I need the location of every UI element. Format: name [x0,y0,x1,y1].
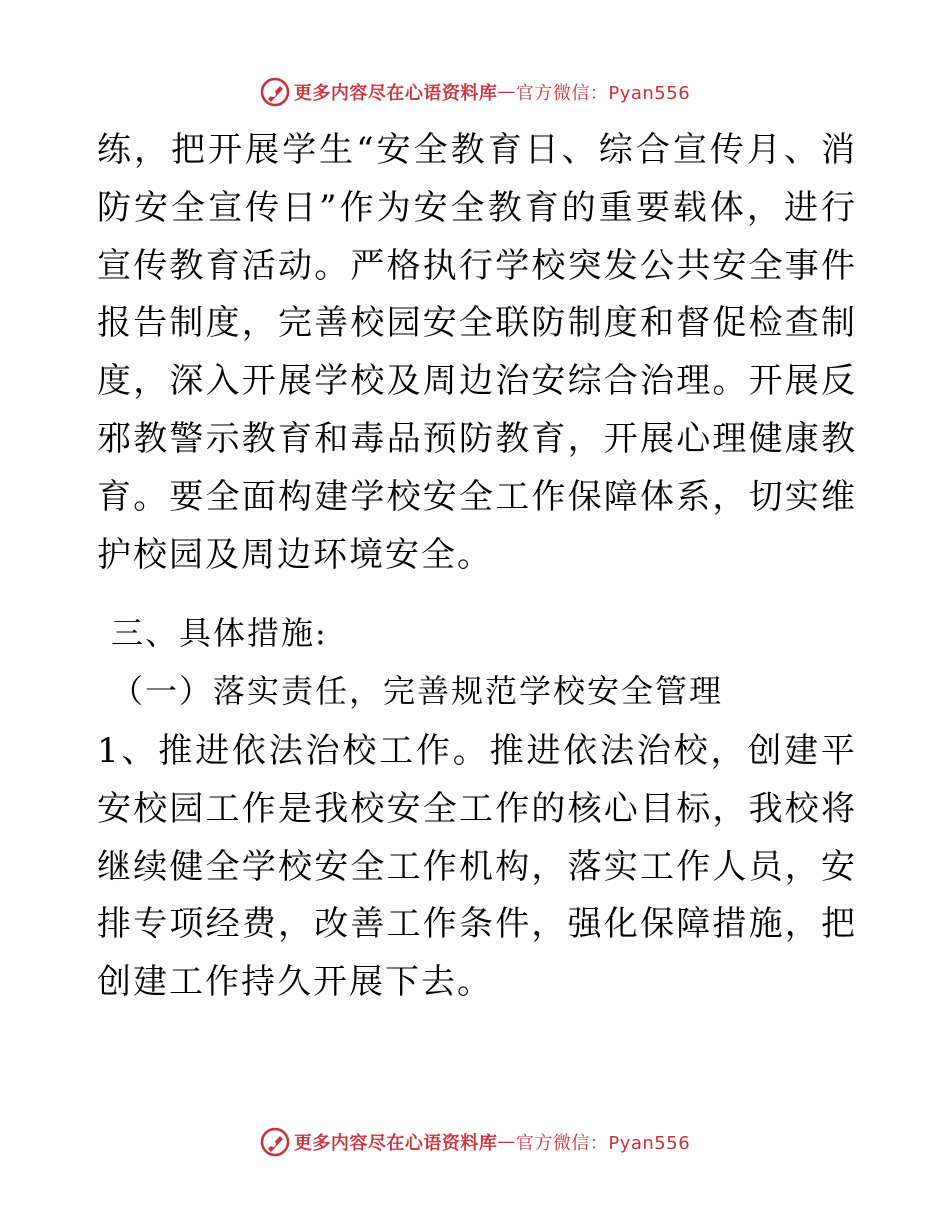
subsection-heading: （一）落实责任，完善规范学校安全管理 [111,672,724,711]
watermark-main-text: 更多内容尽在心语资料库 [293,1133,498,1154]
paragraph-continued: 练，把开展学生“安全教育日、综合宣传月、消防安全宣传日”作为安全教育的重要载体，进行宣传教育活动。严格执行学校突发公共安全事件报告制度，完善校园安全联防制度和督促检查制度，深入开展学校及周边治安综合治理。开展反邪教警示教育和毒品预防教育，开展心理健康教育。要全面构建学校安全工作保障体系，切实维护校园及周边环境安全。 [97,130,857,575]
watermark-wechat-text: 官方微信：Pyan556 [515,1133,691,1154]
paragraph-item-1: 1、推进依法治校工作。推进依法治校，创建平安校园工作是我校安全工作的核心目标，我校将继续健全学校安全工作机构，落实工作人员，安排专项经费，改善工作条件，强化保障措施，把创建工作持久开展下去。 [97,730,857,1003]
watermark-separator: — [497,1131,516,1153]
footer-watermark [0,1127,950,1157]
pen-logo-icon [260,77,290,107]
pen-logo-icon [260,1127,290,1157]
watermark-separator: — [497,81,516,103]
watermark-main-text: 更多内容尽在心语资料库 [293,83,498,104]
watermark-wechat-text: 官方微信：Pyan556 [515,83,691,104]
section-heading: 三、具体措施: [111,614,328,653]
document-body [97,122,857,1012]
header-watermark [0,77,950,107]
